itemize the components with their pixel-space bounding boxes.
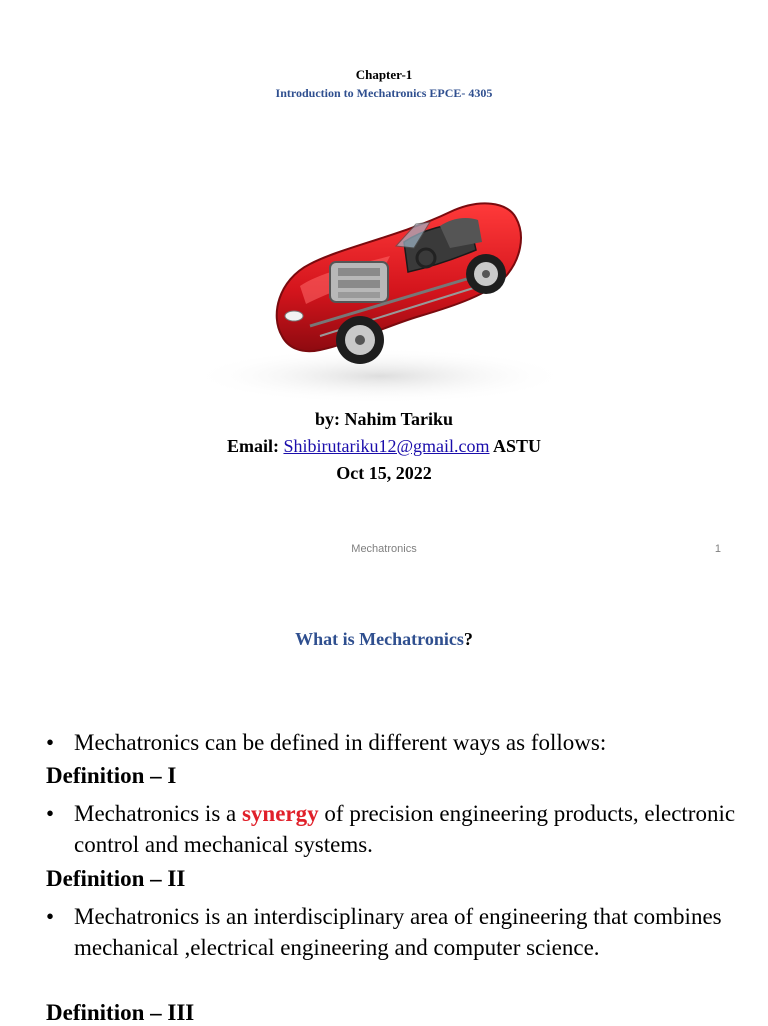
bullet-text (74, 798, 736, 860)
bullet-dot: • (46, 904, 55, 929)
bullet-text-start: Mechatronics is a (74, 801, 242, 826)
course-subtitle: Introduction to Mechatronics EPCE- 4305 (275, 86, 493, 100)
slide-title (0, 629, 768, 650)
car-illustration (190, 176, 580, 406)
chapter-title: Chapter-1 (355, 67, 413, 82)
front-wheel (336, 316, 384, 364)
page-number: 1 (714, 543, 721, 555)
slide-title-text: What is Mechatronics (295, 629, 464, 649)
author-line: by: Nahim Tariku (314, 409, 454, 429)
bullet-text: Mechatronics can be defined in different ways as follows: (74, 730, 607, 755)
rear-wheel (466, 254, 506, 294)
email-label: Email: (226, 436, 284, 456)
definition-heading-3: Definition – III (46, 1000, 195, 1025)
bullet-dot: • (46, 730, 55, 755)
bullet-item-2 (46, 798, 736, 860)
car-cutaway-graphic (190, 176, 580, 406)
presentation-date: Oct 15, 2022 (336, 463, 432, 483)
slide-title-mark: ? (463, 629, 473, 649)
highlight-word: synergy (241, 801, 319, 826)
institution: ASTU (489, 436, 542, 456)
email-link[interactable]: Shibirutariku12@gmail.com (283, 436, 490, 456)
definition-heading-2: Definition – II (46, 866, 186, 891)
bullet-item-3 (46, 901, 736, 963)
bullet-item-1 (46, 727, 736, 758)
bullet-text-end: of precision engineering products, electronic control and mechanical systems. (74, 801, 736, 857)
slide-footer: Mechatronics (351, 543, 417, 555)
bullet-dot: • (46, 801, 55, 826)
bullet-text: Mechatronics is an interdisciplinary area of engineering that combines mechanical ,electrical engineering and computer science. (74, 904, 722, 960)
email-line (0, 436, 768, 457)
definition-heading-1: Definition – I (46, 763, 177, 788)
